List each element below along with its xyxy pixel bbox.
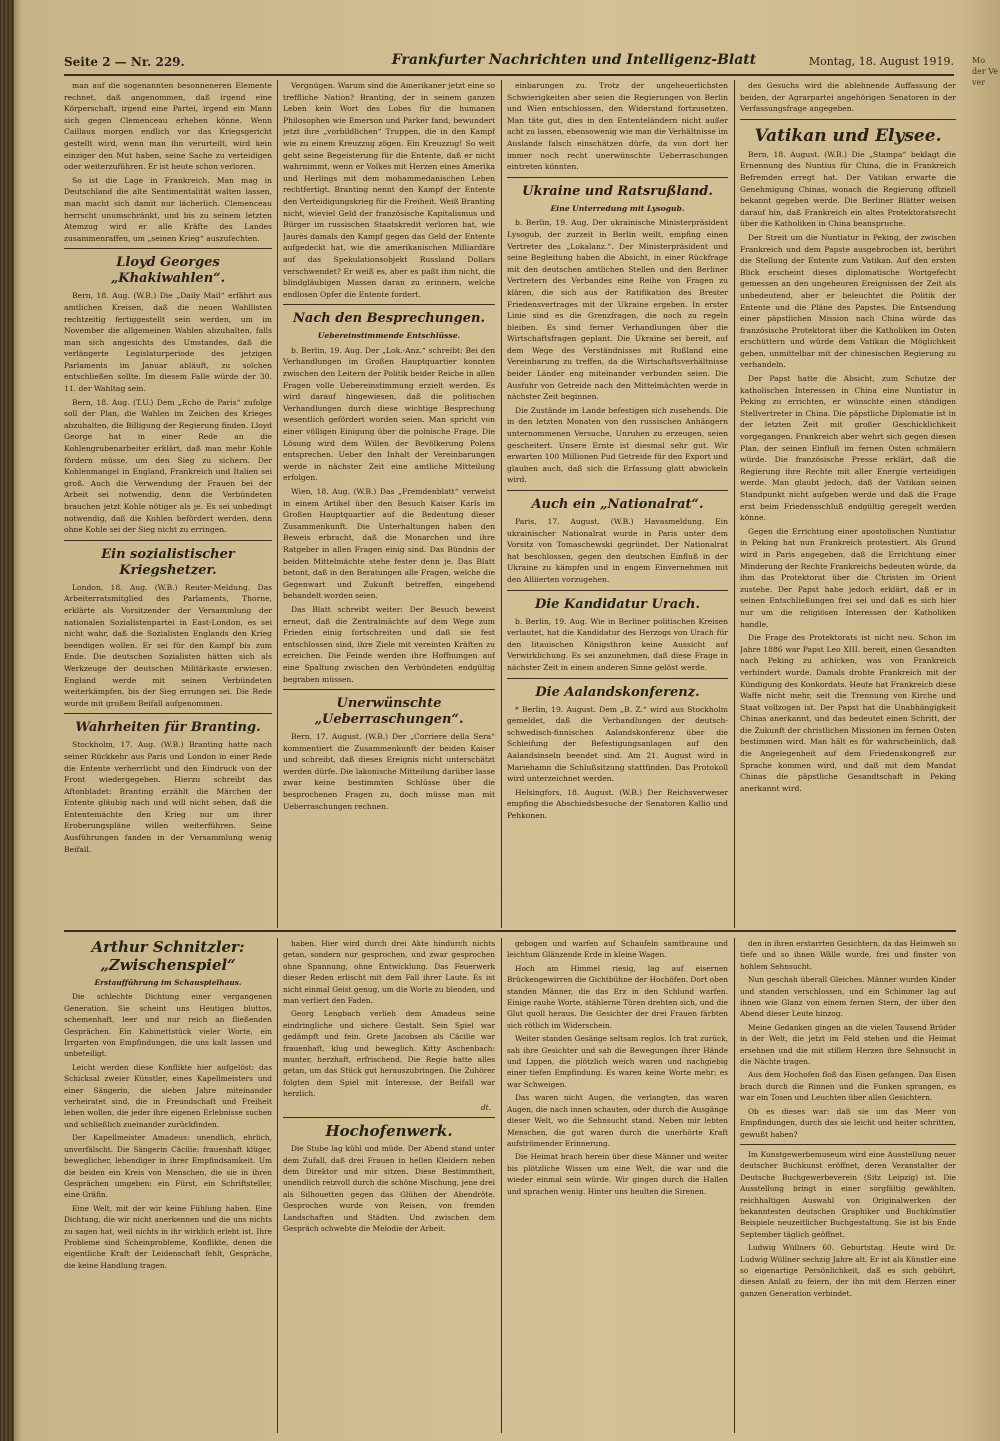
article-paragraph: Bern, 18. August. (W.B.) Die „Stampa“ beklagt die Ernennung des Nuntius für China, die in Frankreich Befremden erregt hat. Der Vatikan erwarte die Genehmigung Chinas, wonach die Regierung offiziell bekannt gegeben werde. Die Berliner Blätter weisen darauf hin, daß Frankreich ein altes Protektoratsrecht über die Katholiken in China beanspruche. xyxy=(740,149,956,229)
divider xyxy=(283,689,495,690)
divider xyxy=(64,713,272,714)
divider xyxy=(740,119,956,120)
column-rule xyxy=(277,938,278,1433)
article-paragraph: des Gesuchs wird die ablehnende Auffassung der beiden, der Agrarpartei angehörigen Senatoren in der Verfassungsfrage angegeben. xyxy=(740,81,956,114)
column-1 xyxy=(64,80,272,928)
headline-besprechungen: Nach den Besprechungen. xyxy=(293,311,485,327)
story-paragraph: Weiter standen Gesänge seltsam reglos. Ich trat zurück, sah ihre Gesichter und sah die Bewegungen ihrer Hände und Lippen, die plötzlich weich waren und nachgiebig einer tiefen Empfindung. Es waren keine Worte mehr; es war Schweigen. xyxy=(507,1034,728,1089)
subheadline-besprechungen: Uebereinstimmende Entschlüsse. xyxy=(317,331,461,341)
column-2 xyxy=(283,80,495,928)
article-paragraph: * Berlin, 19. August. Dem „B. Z.“ wird aus Stockholm gemeldet, daß die Verhandlungen der deutsch-schwedisch-finnischen Aalandskonferenz über die Schleifung der Befestigungsanlagen auf den Aalandsinseln beendet sind. Am 21. August wird in Mariehamn die Schlußsitzung stattfinden. Das Protokoll wird unterzeichnet werden. xyxy=(507,704,728,784)
author-signature: dt. xyxy=(480,1102,491,1112)
article-paragraph: Paris, 17. August. (W.B.) Havasmeldung. Ein ukrainischer Nationalrat wurde in Paris unter dem Vorsitz von Tomaschewski gegründet. Der Nationalrat hat beschlossen, gegen den deutschen Einfluß in der Ukraine zu kämpfen und in engem Einvernehmen mit den Alliierten vorzugehen. xyxy=(507,517,728,584)
article-paragraph: man auf die sogenannten besonneneren Elemente rechnet, daß angenommen, daß irgend eine Körperschaft, irgend eine Partei, irgend ein Mann sich gegen Clemenceau erheben könne. Wenn Caillaux morgen endlich vor das Kriegsgericht gestellt wird, wenn man ihn verurteilt, wird kein einziger den Mut haben, seine Sache zu verteidigen oder weiterzuführen. Er ist heute schon verloren. xyxy=(64,81,272,172)
review-paragraph: Der Kapellmeister Amadeus: unendlich, ehrlich, unverfälscht. Die Sängerin Cäcilie: frauenhaft klüger, beweglicher, lebendiger in ihrer Empfindsamkeit. Um die beiden ein Kreis von Menschen, die sie in ihren Gesprächen umgeben: ein Fürst, ein Schriftsteller, eine Gräfin. xyxy=(64,1133,272,1200)
column-rule xyxy=(277,80,278,928)
story-paragraph: Meine Gedanken gingen an die vielen Tausend Brüder in der Welt, die jetzt im Feld stehen und die Heimat ersehnen und die mit stillem Herzen ihre Sehnsucht in die Nächte tragen. xyxy=(740,1022,956,1067)
subheadline-ukraine: Eine Unterredung mit Lysogub. xyxy=(550,203,685,213)
headline-hochofenwerk: Hochofenwerk. xyxy=(325,1122,453,1141)
headline-vatikan: Vatikan und Elysee. xyxy=(754,125,942,146)
page-header xyxy=(64,52,954,76)
divider xyxy=(283,1117,495,1118)
feuilleton-separator xyxy=(64,930,956,932)
divider xyxy=(507,678,728,679)
news-paragraph: Ludwig Wüllners 60. Geburtstag. Heute wird Dr. Ludwig Wüllner sechzig Jahre alt. Er ist als Künstler eine so eigenartige Persönlichkeit, daß es sich gebührt, diesen Anlaß zu feiern, der ihn mit dem Herzen einer ganzen Generation verbindet. xyxy=(740,1243,956,1298)
story-paragraph: Die Heimat brach herein über diese Männer und weiter bis plötzliche Wissen um eine Welt, die war und die wieder einmal sein würde. Wir gingen durch die Hallen und sprachen wenig. Hinter uns heulten die Sirenen. xyxy=(507,1152,728,1196)
story-paragraph: Die Stube lag kühl und müde. Der Abend stand unter dem Zufall, daß drei Frauen in hellen Kleidern neben dem Direktor und mir sitzen. Diese Bestimmtheit, unendlich reizvoll durch die schöne Mischung, jene drei als Silhouetten gegen das Glühen der Abendröte. Gesprochen wurde von Reisen, von fremden Landschaften und Städten. Und zwischen dem Gespräch schwebte die Melodie der Arbeit. xyxy=(283,1144,495,1233)
article-paragraph: Die Zustände im Lande befestigen sich zusehends. Die in den letzten Monaten von den russischen Anhängern unternommenen Versuche, Unruhen zu erzeugen, seien gescheitert. Unsere Ernte ist diesmal sehr gut. Wir erwarten 100 Millionen Pud Getreide für den Export und glauben auch, daß sich die Erfassung glatt abwickeln wird. xyxy=(507,405,728,485)
article-paragraph: b. Berlin, 19. Aug. Der ukrainische Ministerpräsident Lysogub, der zurzeit in Berlin weilt, empfing einen Vertreter des „Lokalanz.“. Der Ministerpräsident und seine Begleitung haben die Absicht, in einer Rückfrage mit den deutschen amtlichen Stellen und den Berliner Vertretern des Verbandes eine Reihe von Fragen zu klären, die sich aus der Ratifikation des Brester Friedensvertrages mit der Ukraine ergeben. In erster Linie sind es die Grenzfragen, die noch zu regeln bleiben. Es sind ferner Verhandlungen über die Wirtschaftsfragen geplant. Die Ukraine sei bereit, auf dem Wege des Verständnisses mit Rußland eine Vereinbarung zu treffen, da die Wirtschaftsverhältnisse beider Länder eng miteinander verbunden seien. Die Ausfuhr von Getreide nach den Mittelmächten werde in nächster Zeit beginnen. xyxy=(507,218,728,402)
column-4 xyxy=(740,80,956,928)
news-paragraph: Im Kunstgewerbemuseum wird eine Ausstellung neuer deutscher Buchkunst eröffnet, deren Veranstalter der Deutsche Buchgewerbeverein (Sitz Leipzig) ist. Die Ausstellung bringt in einer sorgfältig gewählten, reichhaltigen Auswahl von Originalwerken der bekanntesten deutschen Graphiker und Buchkünstler Beispiele neuzeitlicher Buchgestaltung. Sie ist bis Ende September täglich geöffnet. xyxy=(740,1149,956,1239)
divider xyxy=(283,304,495,305)
feuilleton-column-2 xyxy=(283,938,495,1433)
article-paragraph: Das Blatt schreibt weiter: Der Besuch beweist erneut, daß die Zentralmächte auf dem Wege zum Frieden einig fortschreiten und daß sie fest entschlossen sind, ihre Ziele mit vereinten Kräften zu erreichen. Die Feinde werden ihre Hoffnungen auf eine Spaltung zwischen den Verbündeten endgültig begraben müssen. xyxy=(283,604,495,684)
feuilleton-column-1 xyxy=(64,938,272,1433)
divider xyxy=(64,540,272,541)
divider xyxy=(507,490,728,491)
article-paragraph: Wien, 18. Aug. (W.B.) Das „Fremdenblatt“ verweist in einem Artikel über den Besuch Kaiser Karls im Großen Hauptquartier auf die Bedeutung dieser Zusammenkunft. Die Unterhaltungen haben den Beweis erbracht, daß die Monarchen und ihre Ratgeber in allen Fragen einig sind. Das Bündnis der beiden Mittelmächte stehe fester denn je. Das Blatt betont, daß in den Beratungen alle Fragen, welche die Gegenwart und Zukunft betreffen, eingehend behandelt worden seien. xyxy=(283,487,495,601)
article-paragraph: London, 18. Aug. (W.B.) Reuter-Meldung. Das Arbeiterratsmitglied des Parlaments, Thorne, erklärte als Vorsitzender der Versammlung der nationalen Sozialistenpartei in East-London, es sei nicht wahr, daß die Sozialisten Englands den Krieg beendigen wollen. Er sei für den Kampf bis zum Ende. Die deutschen Sozialisten hätten sich als Werkzeuge der deutschen Militärkaste erwiesen. England werde mit seinen Verbündeten weiterkämpfen, bis der Sieg errungen sei. Die Rede wurde mit großem Beifall aufgenommen. xyxy=(64,582,272,708)
article-paragraph: einbarungen zu. Trotz der ungeheuerlichsten Schwierigkeiten aber seien die Regierungen von Berlin und Wien entschlossen, den Widerstand fortzusetzen. Man täte gut, dies in den Ententeländern nicht außer acht zu lassen, ebensowenig wie man die Verhältnisse im Auslande falsch einschätzen dürfe, da von dort her immer noch recht unerwünschte Ueberraschungen eintreten könnten. xyxy=(507,81,728,172)
headline-nationalrat: Auch ein „Nationalrat“. xyxy=(531,497,704,512)
headline-branting: Wahrheiten für Branting. xyxy=(75,720,261,736)
story-paragraph: den in ihren erstarrten Gesichtern, da das Heimweh so tiefe und so ihnen Wälle wurde, frei und finster von hohlem Sehnsucht. xyxy=(740,939,956,971)
review-paragraph: haben. Hier wird durch drei Akte hindurch nichts getan, sondern nur gesprochen, und zwar gesprochen ohne Spannung, ohne Entwicklung. Das Feuerwerk dieser Reden erlischt mit dem Fall ihrer Laute. Es ist nicht einmal Geist genug, um die Worte zu blenden, und man verliert den Faden. xyxy=(283,939,495,1006)
column-rule xyxy=(734,938,735,1433)
article-paragraph: Stockholm, 17. Aug. (W.B.) Branting hatte nach seiner Rückkehr aus Paris und London in einer Rede die Entente verherrlicht und den Eindruck von der Front wiedergegeben. Hierzu schreibt das Aftonbladet: Branting erzählt die Märchen der Entente gläubig nach und will nicht sehen, daß die Ententemächte den Krieg nur um ihrer Eroberungspläne willen weiterführen. Seine Ausführungen fanden in der Versammlung wenig Beifall. xyxy=(64,740,272,854)
article-paragraph: Helsingfors, 18. August. (W.B.) Der Reichsverweser empfing die Abschiedsbesuche der Senatoren Kallio und Pehkonen. xyxy=(507,787,728,820)
story-paragraph: gebogen und warfen auf Schaufeln samtbraune und leichtum Glänzende Erde in kleine Wagen. xyxy=(507,939,728,960)
divider xyxy=(507,590,728,591)
divider xyxy=(64,248,272,249)
article-paragraph: So ist die Lage in Frankreich. Man mag in Deutschland die alte Sentimentalität walten lassen, man macht sich damit nur lächerlich. Clemenceau herrscht unumschränkt, und bis zu seinem letzten Atemzug wird er alle Kräfte des Landes zusammenraffen, um „seinen Krieg“ auszufechten. xyxy=(64,175,272,243)
review-paragraph: Die schlechte Dichtung einer vergangenen Generation. Sie scheint uns Heutigen bluttos, schemenhaft, leer und nur reich an fließenden Gesprächen. Ein Kabinettstück vieler Worte, ein Irrgarten von Empfindungen, die uns kalt lassen und unbeteiligt. xyxy=(64,992,272,1059)
next-page-edge-text: Mo der Ve ver xyxy=(972,56,998,87)
newspaper-title: Frankfurter Nachrichten und Intelligenz-Blatt xyxy=(391,52,757,68)
page-number: Seite 2 — Nr. 229. xyxy=(64,55,185,69)
column-rule xyxy=(501,938,502,1433)
column-rule xyxy=(501,80,502,928)
article-paragraph: b. Berlin, 19. Aug. Der „Lok.-Anz.“ schreibt: Bei den Verhandlungen im Großen Hauptquartier konnten zwischen den Leitern der Politik beider Reiche in allen Fragen volle Uebereinstimmung erzielt werden. Es wird darauf hingewiesen, daß die politischen Verhandlungen durch diese wichtige Besprechung wesentlich gefördert worden seien. Man spricht von einer völligen Einigung über die polnische Frage. Die Lösung wird dem Willen der Bevölkerung Polens entsprechen. Ueber den Inhalt der Vereinbarungen werde in nächster Zeit eine amtliche Mitteilung erfolgen. xyxy=(283,345,495,483)
article-paragraph: b. Berlin, 19. Aug. Wie in Berliner politischen Kreisen verlautet, hat die Kandidatur des Herzogs von Urach für den litauischen Königsthron keine Aussicht auf Verwirklichung. Es sei anzunehmen, daß diese Frage in nächster Zeit in einem anderen Sinne gelöst werde. xyxy=(507,616,728,672)
article-paragraph: Bern, 18. Aug. (T.U.) Dem „Echo de Paris“ zufolge soll der Plan, die Wahlen im Zeichen des Krieges abzuhalten, die Billigung der Regierung finden. Lloyd George hat in einer Rede an die Kohlengrubenarbeiter erklärt, daß man mehr Kohle fördern müsse, um den Sieg zu sichern. Der Kohlenmangel in England, Frankreich und Italien sei groß. Auch die Verwendung der Frauen bei der Arbeit sei notwendig, denn die Verbündeten brauchen jetzt Kohle nötiger als je. Es sei unbedingt notwendig, daß die Kohlen befördert werden, denn ohne Kohle sei der Sieg nicht zu erringen. xyxy=(64,397,272,535)
article-paragraph: Bern, 18. Aug. (W.B.) Die „Daily Mail“ erfährt aus amtlichen Kreisen, daß die neuen Wahllisten rechtzeitig fertiggestellt sein werden, um im November die allgemeinen Wahlen abzuhalten, falls man sich angesichts des Umstandes, daß die verlängerte Legislaturperiode des jetzigen Parlaments im Januar abläuft, zu solchen entschließen sollte. Im diesem Falle würde der 30. 11. der Wahltag sein. xyxy=(64,291,272,394)
story-paragraph: Nun geschah überall Gleiches. Männer wurden Kinder und standen verschlossen, und ein Schimmer lag auf ihnen wie Glanz von einem fernen Stern, der über den Abend dieser Leute hinzog. xyxy=(740,975,956,1019)
review-paragraph: Leicht werden diese Konflikte hier aufgelöst: das Schicksal zweier Künstler, eines Kapellmeisters und einer Sängerin, die sieben Jahre miteinander verheiratet sind, die in Freundschaft und Freiheit leben wollen, die jeder ihre eigenen Erlebnisse suchen und schließlich zueinander zurückfinden. xyxy=(64,1062,272,1129)
article-paragraph: Der Streit um die Nuntiatur in Peking, der zwischen Frankreich und dem Papste ausgebrochen ist, berührt die Stellung der Entente zum Vatikan. Auf den ersten Blick erscheint dieses diplomatische Wortgefecht gemessen an den ungeheuren Ereignissen der Zeit als unbedeutend, aber er beleuchtet die Politik der Entente und die Pläne des Papstes. Die Entsendung einer päpstlichen Mission nach China würde das französische Protektorat über die Katholiken im Osten erschüttern und würde dem Vatikan die Möglichkeit geben, unmittelbar mit der chinesischen Regierung zu verhandeln. xyxy=(740,232,956,370)
divider xyxy=(740,1144,956,1145)
feuilleton-title: Arthur Schnitzler: „Zwischenspiel“ xyxy=(91,938,245,974)
article-paragraph: Die Frage des Protektorats ist nicht neu. Schon im Jahre 1886 war Papst Leo XIII. bereit, einen Gesandten nach Peking zu schicken, was von Frankreich verhindert wurde. Damals drohte Frankreich mit der Kündigung des Konkordats. Heute hat Frankreich diese Waffe nicht mehr, seit die Trennung von Kirche und Staat vollzogen ist. Der Papst hat die Unabhängigkeit Chinas anerkannt, und das bedeutet einen Schritt, der die Zukunft der christlichen Missionen im fernen Osten bestimmen wird. Man hält es für wahrscheinlich, daß die Angelegenheit auf dem Friedenskongreß zur Sprache kommen wird, und daß mit dem Mandat Chinas die päpstliche Gesandtschaft in Peking anerkannt wird. xyxy=(740,633,956,793)
headline-urach: Die Kandidatur Urach. xyxy=(534,596,701,612)
article-paragraph: Vergnügen. Warum sind die Amerikaner jetzt eine so treffliche Nation? Branting, der in seinem ganzen Leben kein Wort des Lobes für die humanen Philosophen wie Emerson und Parker fand, bewundert jetzt ihre „vorbildlichen“ Truppen, die in den Kampf wie zu einem Kreuzzug zögen. Ein Kreuzzug! So weit geht seine Begeisterung für die Entente, daß er nicht wahrnimmt, wenn er Volkes mit Herzen eines Amerika und Herlings mit dem mohammedanischen Leben rechtfertigt. Branting nennt den Kampf der Entente den Verteidigungskrieg für die Freiheit. Weiß Branting nicht, wieviel Geld der französische Kapitalismus und Bürger im russischen Staatskredit verloren hat, wie Jaurès damals den Kampf gegen das Geld der Entente aufgedeckt hat, wie die amerikanischen Milliardäre auf das Spekulationsobjekt Russland Dollars verschwendet? Er weiß es, aber es paßt ihm nicht, die blindgläubigen Massen daran zu erinnern, welche endlosen Opfer die Entente fordert. xyxy=(283,81,495,299)
headline-lloyd-george: Lloyd Georges „Khakiwahlen“. xyxy=(110,255,226,287)
headline-aalandskonferenz: Die Aalandskonferenz. xyxy=(535,684,700,700)
column-3 xyxy=(507,80,728,928)
article-paragraph: Bern, 17. August. (W.B.) Der „Corriere della Sera“ kommentiert die Zusammenkunft der beiden Kaiser und schreibt, daß dieses Ereignis nicht unterschätzt werden dürfe. Die lakonische Mitteilung darüber lasse zwar keine bestimmten Schlüsse über die besprochenen Fragen zu, doch müsse man mit Ueberraschungen rechnen. xyxy=(283,732,495,811)
book-spine xyxy=(0,0,14,1441)
feuilleton-subtitle: Erstaufführung im Schauspielhaus. xyxy=(94,978,242,987)
story-paragraph: Hoch am Himmel riesig, lag auf eisernen Brückengewirren die Gichtbühne der Hochöfen. Dort oben standen Männer, die das Erz in den Schlund warfen. Einige rauhe Worte, stählerne Türen drehten sich, und die Glut quoll heraus. Die Gesichter der drei Frauen färbten sich rötlich im Widerschein. xyxy=(507,963,728,1030)
review-paragraph: Georg Lengbach verlieh dem Amadeus seine eindringliche und sichere Gestalt. Sein Spiel war gedämpft und fein. Grete Jacobsen als Cäcilie war frauenhaft, klug und beweglich. Kitty Aschenbach: munter, herzhaft, erfrischend. Die Regie hatte alles getan, um das Stück gut herauszubringen. Die Zuhörer folgten dem Spiel mit Interesse, der Beifall war herzlich. xyxy=(283,1009,495,1099)
article-paragraph: Gegen die Errichtung einer apostolischen Nuntiatur in Peking hat nun Frankreich protestiert. Als Grund wird in Paris angegeben, daß die Errichtung einer Minderung der Rechte Frankreichs bedeuten würde, da ihm das Protektorat über die Christen im Orient zustehe. Der Papst habe jedoch erklärt, daß er in seinen Entschließungen frei sei und daß es sich hier nur um die religiösen Interessen der Katholiken handle. xyxy=(740,526,956,629)
headline-ueberraschungen: Unerwünschte „Ueberraschungen“. xyxy=(314,696,464,728)
article-paragraph: Der Papst hatte die Absicht, zum Schutze der katholischen Interessen in China eine Nuntiatur in Peking zu errichten, er wünschte einen ständigen Stellvertreter in China. Die päpstliche Diplomatie ist in der letzten Zeit mit großer Geschicklichkeit vorgegangen. Frankreich aber wehrt sich gegen diesen Plan, der seinen Einfluß im fernen Osten schmälern würde. Die französische Presse erklärt, daß die Regierung ihre Rechte mit aller Energie verteidigen werde. Man glaubt jedoch, daß der Vatikan seinen Standpunkt nicht aufgeben werde und daß die Frage erst beim Friedensschluß endgültig geregelt werden könne. xyxy=(740,374,956,523)
headline-kriegshetzer: Ein sozialistischer Kriegshetzer. xyxy=(101,546,235,578)
issue-date: Montag, 18. August 1919. xyxy=(808,55,954,68)
story-paragraph: Ob es dieses war: daß sie um das Meer von Empfindungen, durch das sie leicht und heiter schritten, gewußt haben? xyxy=(740,1106,956,1139)
divider xyxy=(507,177,728,178)
feuilleton-column-4 xyxy=(740,938,956,1433)
story-paragraph: Aus dem Hochofen floß das Eisen gefangen. Das Eisen brach durch die Rinnen und die Funken sprangen, es war ein Tosen und Leuchten über allen Gesichtern. xyxy=(740,1070,956,1103)
column-rule xyxy=(734,80,735,928)
review-paragraph: Eine Welt, mit der wir keine Fühlung haben. Eine Dichtung, die wir nicht anerkennen und die uns nichts zu sagen hat, weil nichts in ihr wirklich erlebt ist. Ihre Probleme sind Scheinprobleme, Konflikte, denen die eigentliche Kraft der Leidenschaft fehlt, Gespräche, die keine Handlung tragen. xyxy=(64,1203,272,1270)
story-paragraph: Das waren nicht Augen, die verlangten, das waren Augen, die nach innen schauten, oder durch die Ausgänge dieser Welt, wo die Sehnsucht stand. Neben mir lebten Menschen, die gut waren durch die unerhörte Kraft aufströmender Erinnerung. xyxy=(507,1093,728,1148)
headline-ukraine: Ukraine und Ratsrußland. xyxy=(522,183,713,199)
feuilleton-column-3 xyxy=(507,938,728,1433)
